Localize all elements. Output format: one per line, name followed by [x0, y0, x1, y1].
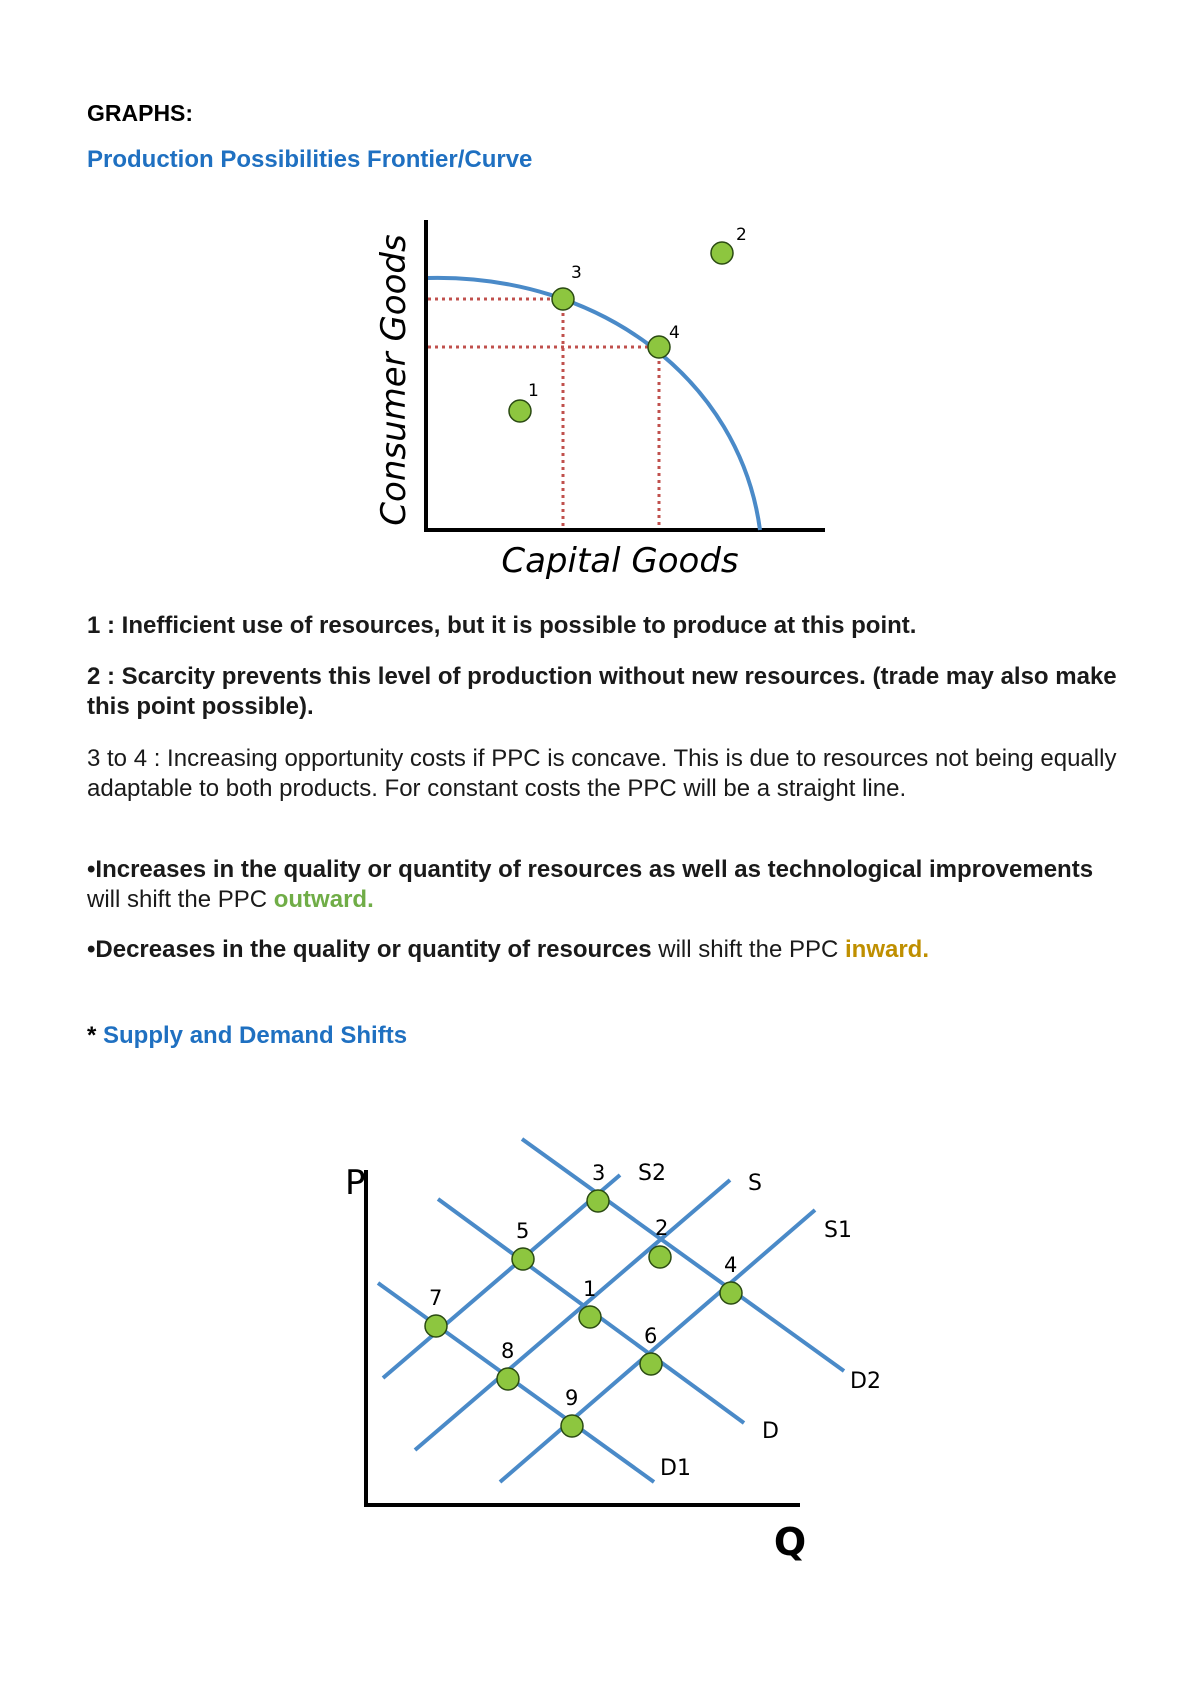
sd-label-6: 6 — [644, 1324, 658, 1348]
page-heading: GRAPHS: — [87, 100, 194, 126]
sd-point-5 — [512, 1248, 534, 1270]
ppc-point-3 — [552, 288, 574, 310]
decreases-rest: will shift the PPC — [651, 936, 845, 963]
ppc-y-label: Consumer Goods — [374, 234, 414, 526]
note-points-3-4: 3 to 4 : Increasing opportunity costs if PPC is concave. This is due to resources not being equally adaptable to both products. For constant costs the PPC will be a straight line. — [87, 745, 1117, 802]
ppc-label-2: 2 — [736, 225, 747, 245]
ppc-graph — [370, 210, 830, 590]
sd-point-6 — [640, 1353, 662, 1375]
label-s: S — [748, 1171, 762, 1196]
note-increases — [87, 855, 1127, 915]
label-s2: S2 — [638, 1161, 666, 1186]
ppc-label-3: 3 — [571, 263, 582, 283]
sd-label-1: 1 — [583, 1277, 597, 1301]
sd-point-3 — [587, 1190, 609, 1212]
demand-curve-d2 — [522, 1139, 844, 1371]
supply-demand-graph — [330, 1130, 910, 1570]
sd-label-7: 7 — [429, 1286, 443, 1310]
label-d2: D2 — [850, 1369, 881, 1394]
sd-point-8 — [497, 1368, 519, 1390]
outward-word: outward. — [273, 886, 374, 913]
label-d: D — [762, 1419, 779, 1444]
sd-point-2 — [649, 1246, 671, 1268]
sd-label-2: 2 — [655, 1216, 669, 1240]
sd-point-7 — [425, 1315, 447, 1337]
inward-word: inward. — [844, 936, 929, 963]
label-s1: S1 — [824, 1218, 852, 1243]
ppc-point-4 — [648, 336, 670, 358]
note-point-1: 1 : Inefficient use of resources, but it is possible to produce at this point. — [87, 612, 917, 639]
label-d1: D1 — [660, 1456, 691, 1481]
increases-rest: will shift the PPC — [87, 886, 274, 913]
sd-title-text: Supply and Demand Shifts — [103, 1022, 408, 1049]
ppc-dotted-guides — [428, 299, 659, 528]
ppc-label-1: 1 — [528, 381, 539, 401]
sd-point-4 — [720, 1282, 742, 1304]
sd-label-8: 8 — [501, 1339, 515, 1363]
ppc-label-4: 4 — [669, 323, 680, 343]
sd-title-prefix: * — [87, 1022, 104, 1049]
note-decreases — [87, 935, 1127, 965]
increases-bold: •Increases in the quality or quantity of resources as well as technological improvements — [87, 856, 1094, 883]
sd-label-3: 3 — [592, 1161, 606, 1185]
note-point-2: 2 : Scarcity prevents this level of production without new resources. (trade may also make this point possible). — [87, 663, 1117, 720]
sd-title — [87, 1022, 407, 1050]
sd-x-label: Q — [773, 1520, 807, 1564]
sd-point-1 — [579, 1306, 601, 1328]
ppc-point-2 — [711, 242, 733, 264]
sd-point-9 — [561, 1415, 583, 1437]
sd-label-4: 4 — [724, 1253, 738, 1277]
sd-label-5: 5 — [516, 1219, 530, 1243]
ppc-x-label: Capital Goods — [501, 541, 739, 581]
ppc-point-1 — [509, 400, 531, 422]
sd-label-9: 9 — [565, 1386, 579, 1410]
ppc-curve — [428, 278, 760, 530]
ppc-title: Production Possibilities Frontier/Curve — [87, 146, 533, 173]
decreases-bold: •Decreases in the quality or quantity of resources — [87, 936, 652, 963]
sd-y-label: P — [345, 1163, 366, 1203]
